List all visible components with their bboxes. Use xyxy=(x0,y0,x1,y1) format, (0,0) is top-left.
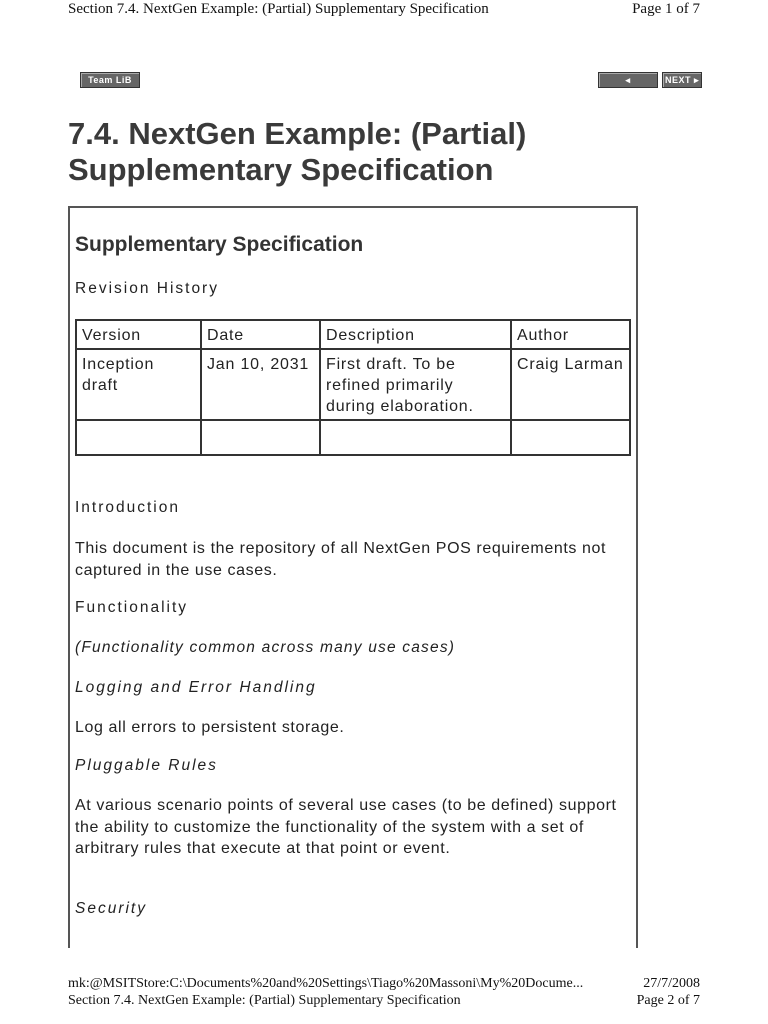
table-cell: Jan 10, 2031 xyxy=(201,349,320,420)
table-header: Description xyxy=(320,320,511,349)
footer-page-number: Page 2 of 7 xyxy=(636,993,700,1008)
table-cell: Inception draft xyxy=(76,349,201,420)
table-row xyxy=(76,420,630,455)
spec-heading: Supplementary Specification xyxy=(75,233,364,256)
table-cell: First draft. To be refined primarily during elaboration. xyxy=(320,349,511,420)
table-header-row xyxy=(76,320,630,349)
table-cell xyxy=(320,420,511,455)
footer-section-title: Section 7.4. NextGen Example: (Partial) Supplementary Specification xyxy=(68,993,461,1008)
logging-label: Logging and Error Handling xyxy=(75,679,317,696)
introduction-label: Introduction xyxy=(75,499,180,516)
table-header: Author xyxy=(511,320,630,349)
header-page-number: Page 1 of 7 xyxy=(632,1,700,17)
page-title: 7.4. NextGen Example: (Partial) Supplementary Specification xyxy=(68,116,527,187)
page-footer-section xyxy=(68,993,700,1009)
previous-button[interactable]: ◂ PREVIOUS xyxy=(598,72,658,88)
revision-history-label: Revision History xyxy=(75,280,219,297)
pluggable-rules-label: Pluggable Rules xyxy=(75,757,218,774)
table-cell xyxy=(76,420,201,455)
team-lib-button[interactable]: Team LiB xyxy=(80,72,140,88)
table-cell: Craig Larman xyxy=(511,349,630,420)
page-header xyxy=(68,1,700,18)
functionality-label: Functionality xyxy=(75,599,189,616)
footer-date: 27/7/2008 xyxy=(643,976,700,991)
table-header: Date xyxy=(201,320,320,349)
supplementary-specification xyxy=(75,233,635,917)
table-cell xyxy=(511,420,630,455)
security-label: Security xyxy=(75,900,147,917)
revision-table xyxy=(75,319,631,456)
table-row xyxy=(76,349,630,420)
next-button[interactable]: NEXT ▸ xyxy=(662,72,702,88)
functionality-note: (Functionality common across many use cases) xyxy=(75,639,456,656)
table-header: Version xyxy=(76,320,201,349)
page-footer-path xyxy=(68,976,700,992)
table-cell xyxy=(201,420,320,455)
logging-text: Log all errors to persistent storage. xyxy=(75,719,345,736)
footer-path: mk:@MSITStore:C:\Documents%20and%20Settings\Tiago%20Massoni\My%20Docume... xyxy=(68,976,584,991)
introduction-text: This document is the repository of all NextGen POS requirements not captured in the use cases. xyxy=(75,540,607,579)
pluggable-rules-text: At various scenario points of several use cases (to be defined) support the ability to customize the functionality of the system with a set of arbitrary rules that execute at that point or event. xyxy=(75,797,617,857)
header-section-title: Section 7.4. NextGen Example: (Partial) Supplementary Specification xyxy=(68,1,489,17)
